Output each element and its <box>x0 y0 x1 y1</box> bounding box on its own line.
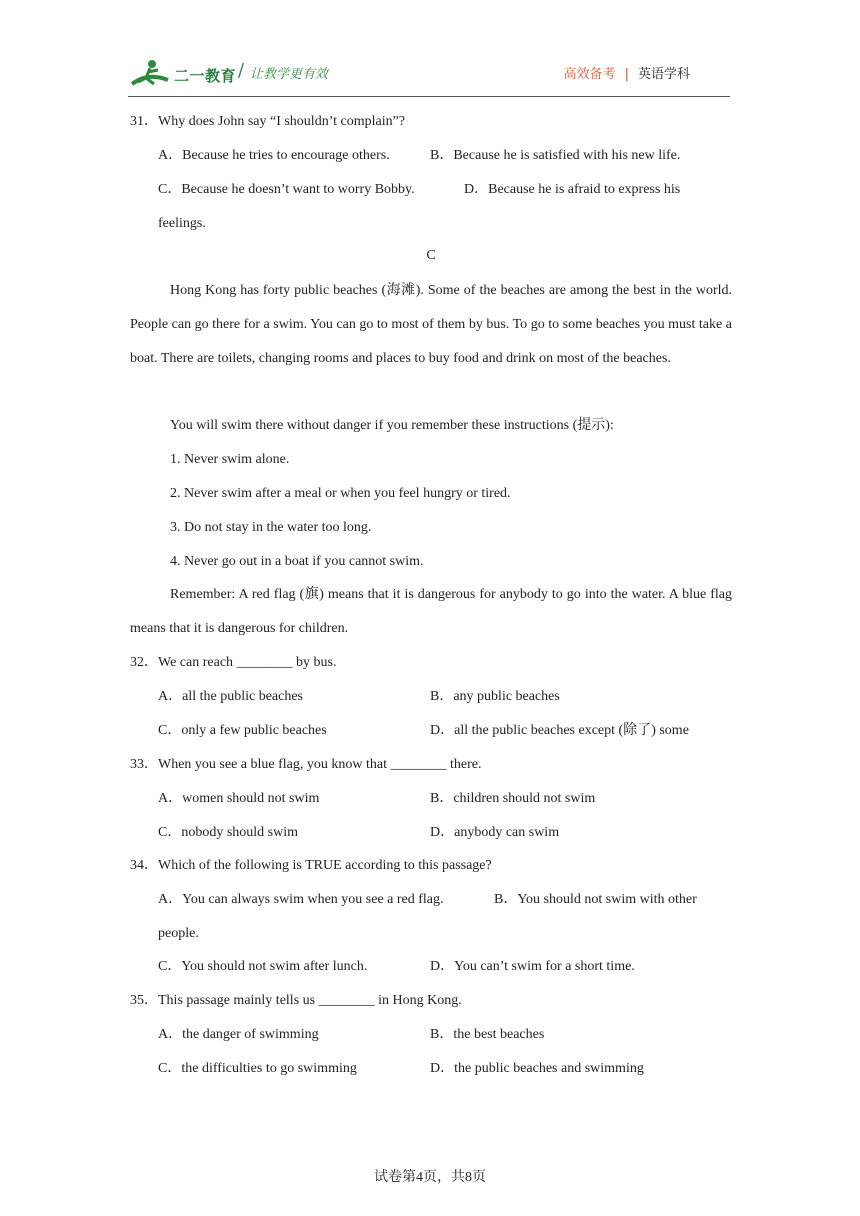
q33-option-a: A．women should not swim <box>158 791 320 806</box>
q33-option-d: D．anybody can swim <box>430 825 560 840</box>
q34-option-b-cont: people. <box>158 926 199 941</box>
q33-option-c: C．nobody should swim <box>158 825 299 840</box>
instruction-4: 4. Never go out in a boat if you cannot swim. <box>170 554 424 569</box>
passage-paragraph-3: Remember: A red flag (旗) means that it is dangerous for anybody to go into the water. A blue flag means that it is dangerous for children. <box>130 587 732 636</box>
q31-option-b: B．Because he is satisfied with his new life. <box>430 148 681 163</box>
q32-option-b: B．any public beaches <box>430 689 560 704</box>
section-heading: C <box>426 248 436 263</box>
header-accent: 高效备考 <box>563 67 616 82</box>
q34-option-d: D．You can’t swim for a short time. <box>430 959 635 974</box>
instruction-3: 3. Do not stay in the water too long. <box>170 520 372 535</box>
q32-stem: 32．We can reach ________ by bus. <box>130 655 337 670</box>
q31-option-a: A．Because he tries to encourage others. <box>158 148 390 163</box>
q32-option-a: A．all the public beaches <box>158 689 304 704</box>
q35-option-b: B．the best beaches <box>430 1027 545 1042</box>
page-header: 二一教育 / 让教学更有效 高效备考 | 英语学科 <box>128 56 730 97</box>
q33-option-b: B．children should not swim <box>430 791 596 806</box>
q35-option-c: C．the difficulties to go swimming <box>158 1061 357 1076</box>
q35-option-a: A．the danger of swimming <box>158 1027 319 1042</box>
q34-option-a: A．You can always swim when you see a red flag. <box>158 892 444 907</box>
instruction-1: 1. Never swim alone. <box>170 452 290 467</box>
q31-stem: 31．Why does John say “I shouldn’t complain”? <box>130 114 406 129</box>
q31-option-c: C．Because he doesn’t want to worry Bobby. <box>158 182 415 197</box>
q35-option-d: D．the public beaches and swimming <box>430 1061 644 1076</box>
passage-paragraph-2: You will swim there without danger if you remember these instructions (提示): <box>170 418 614 433</box>
instruction-2: 2. Never swim after a meal or when you feel hungry or tired. <box>170 486 511 501</box>
slogan: 让教学更有效 <box>250 67 329 82</box>
passage-paragraph-1: Hong Kong has forty public beaches (海滩). Some of the beaches are among the best in the world. People can go there for a swim. You can go to most of them by bus. To go to some beaches you must take a boat. There are toilets, changing rooms and places to buy food and drink on most of the beaches. <box>130 283 732 366</box>
header-separator: | <box>624 67 629 82</box>
page-footer: 试卷第4页，共8页 <box>374 1170 486 1185</box>
q31-option-d: D．Because he is afraid to express his <box>464 182 681 197</box>
q33-stem: 33．When you see a blue flag, you know that ________ there. <box>130 757 482 772</box>
q34-stem: 34．Which of the following is TRUE according to this passage? <box>130 858 492 873</box>
q31-option-d-cont: feelings. <box>158 216 206 231</box>
brand-name: 二一教育 <box>174 67 237 85</box>
q32-option-c: C．only a few public beaches <box>158 723 327 738</box>
header-right <box>564 63 690 82</box>
q35-stem: 35．This passage mainly tells us ________ in Hong Kong. <box>130 993 462 1008</box>
header-subject: 英语学科 <box>637 67 690 82</box>
q34-option-b: B．You should not swim with other <box>494 892 697 907</box>
q34-option-c: C．You should not swim after lunch. <box>158 959 368 974</box>
q32-option-d: D．all the public beaches except (除了) some <box>430 723 689 738</box>
